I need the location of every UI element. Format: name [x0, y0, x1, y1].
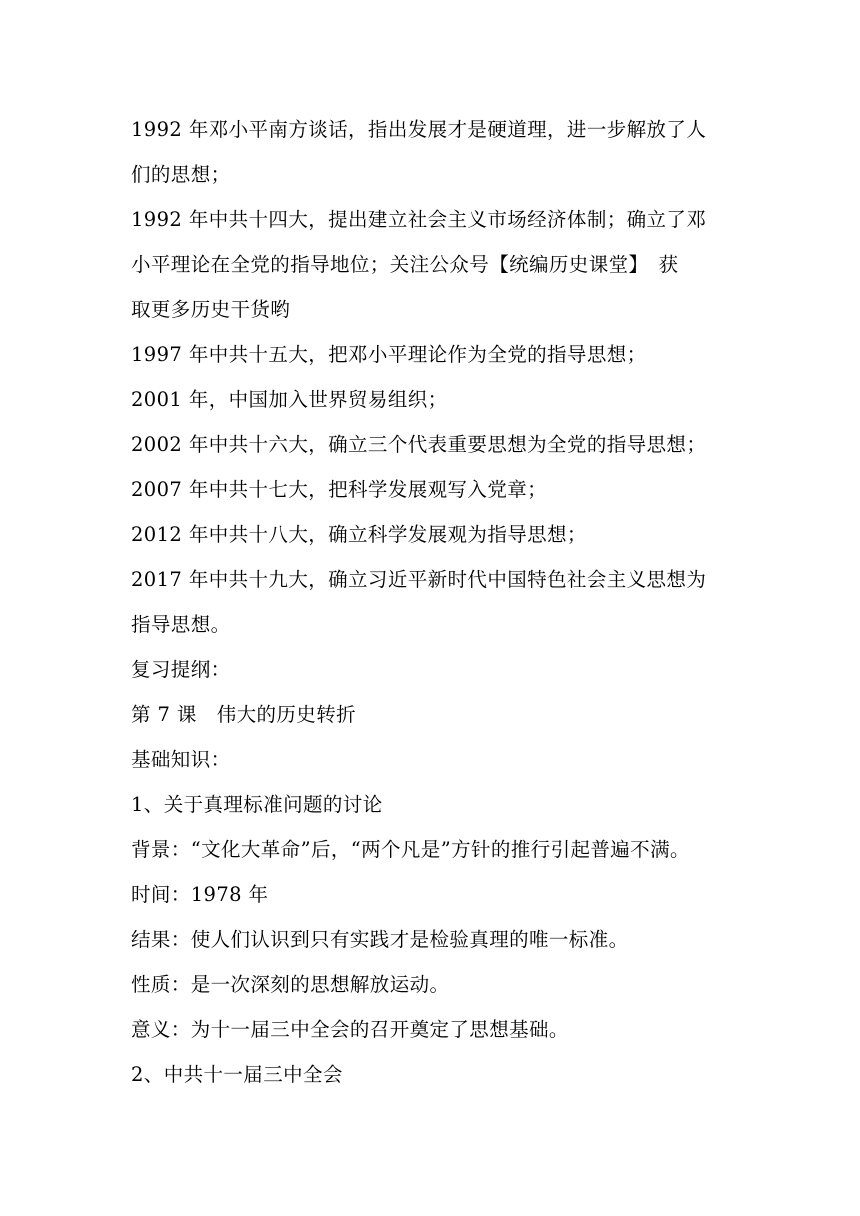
text-line: 取更多历史干货哟 — [131, 298, 291, 321]
text-line: 意义：为十一届三中全会的召开奠定了思想基础。 — [131, 1018, 569, 1041]
text-line: 1997 年中共十五大，把邓小平理论作为全党的指导思想； — [131, 343, 647, 366]
document-body — [131, 107, 731, 1097]
topic-heading: 2、中共十一届三中全会 — [131, 1063, 343, 1086]
text-line: 结果：使人们认识到只有实践才是检验真理的唯一标准。 — [131, 928, 629, 951]
text-line: 2012 年中共十八大，确立科学发展观为指导思想； — [131, 523, 587, 546]
text-line: 1992 年中共十四大，提出建立社会主义市场经济体制；确立了邓 — [131, 208, 707, 231]
text-line: 1992 年邓小平南方谈话，指出发展才是硬道理，进一步解放了人 — [131, 118, 707, 141]
text-line: 2001 年，中国加入世界贸易组织； — [131, 388, 448, 411]
text-line: 2002 年中共十六大，确立三个代表重要思想为全党的指导思想； — [131, 433, 707, 456]
section-heading: 复习提纲： — [131, 658, 231, 681]
text-line: 小平理论在全党的指导地位；关注公众号【统编历史课堂】 获 — [131, 253, 679, 276]
topic-heading: 1、关于真理标准问题的讨论 — [131, 793, 383, 816]
text-line: 性质：是一次深刻的思想解放运动。 — [131, 973, 450, 996]
text-line: 们的思想； — [131, 163, 231, 186]
text-line: 2017 年中共十九大，确立习近平新时代中国特色社会主义思想为 — [131, 568, 707, 591]
text-line: 指导思想。 — [131, 613, 231, 636]
section-heading: 基础知识： — [131, 748, 231, 771]
lesson-title: 第 7 课 伟大的历史转折 — [131, 703, 357, 726]
text-line: 2007 年中共十七大，把科学发展观写入党章； — [131, 478, 548, 501]
text-line: 时间：1978 年 — [131, 883, 269, 906]
text-line: 背景：“文化大革命”后，“两个凡是”方针的推行引起普遍不满。 — [131, 838, 690, 861]
